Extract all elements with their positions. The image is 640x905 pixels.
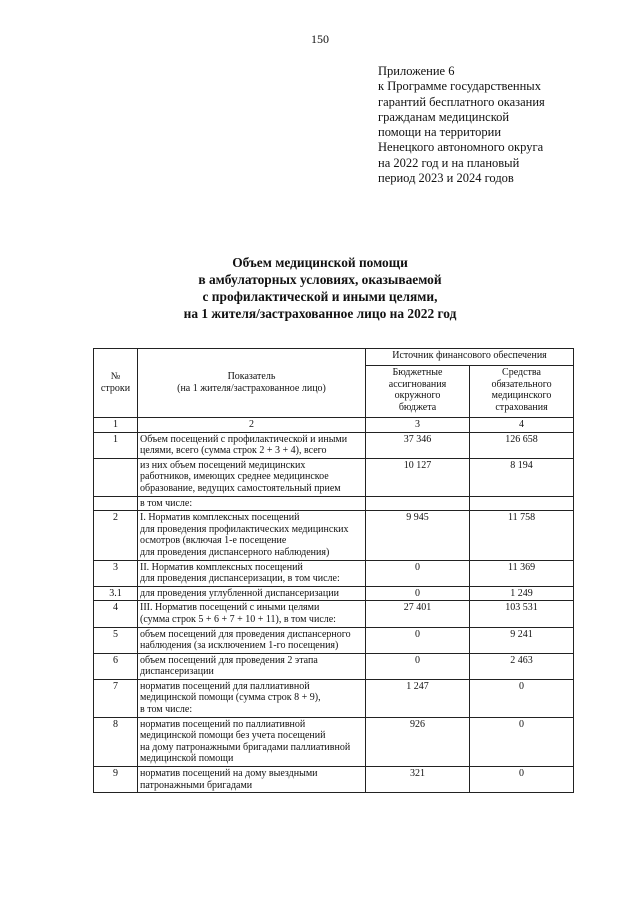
budget-value-cell [366, 496, 470, 511]
row-number-cell [94, 458, 138, 496]
indicator-cell: в том числе: [138, 496, 366, 511]
oms-value-cell: 9 241 [470, 627, 574, 653]
indicator-cell: I. Норматив комплексных посещений для проведения профилактических медицинских осмотров (включая 1-е посещение для проведения диспансерного наблюдения) [138, 511, 366, 560]
table-row [94, 511, 574, 560]
volume-table [93, 348, 574, 793]
title-line: Объем медицинской помощи [232, 255, 408, 270]
column-number: 4 [470, 418, 574, 433]
budget-value-cell: 926 [366, 717, 470, 766]
row-number-cell: 8 [94, 717, 138, 766]
table-row [94, 432, 574, 458]
row-number-cell: 7 [94, 679, 138, 717]
oms-value-cell: 0 [470, 679, 574, 717]
header-funding-source: Источник финансового обеспечения [366, 349, 574, 366]
budget-value-cell: 0 [366, 560, 470, 586]
title-line: на 1 жителя/застрахованное лицо на 2022 год [183, 306, 457, 321]
row-number-cell: 3.1 [94, 586, 138, 601]
budget-value-cell: 321 [366, 767, 470, 793]
indicator-cell: Объем посещений с профилактической и иными целями, всего (сумма строк 2 + 3 + 4), всего [138, 432, 366, 458]
budget-value-cell: 1 247 [366, 679, 470, 717]
oms-value-cell: 1 249 [470, 586, 574, 601]
indicator-cell: III. Норматив посещений с иными целями (сумма строк 5 + 6 + 7 + 10 + 11), в том числе: [138, 601, 366, 627]
appendix-line: к Программе государственных [378, 79, 541, 94]
indicator-cell: норматив посещений по паллиативной медицинской помощи без учета посещений на дому патронажными бригадами паллиативной медицинской помощи [138, 717, 366, 766]
row-number-cell: 3 [94, 560, 138, 586]
budget-value-cell: 27 401 [366, 601, 470, 627]
oms-value-cell: 0 [470, 767, 574, 793]
row-number-cell: 6 [94, 653, 138, 679]
budget-value-cell: 0 [366, 586, 470, 601]
row-number-cell: 1 [94, 432, 138, 458]
table-row [94, 767, 574, 793]
indicator-cell: объем посещений для проведения диспансерного наблюдения (за исключением 1-го посещения) [138, 627, 366, 653]
header-oms: Средства обязательного медицинского страхования [470, 366, 574, 418]
table-row [94, 560, 574, 586]
appendix-line: помощи на территории [378, 125, 502, 140]
document-title [0, 254, 640, 322]
table-row [94, 496, 574, 511]
appendix-note [378, 64, 618, 186]
column-number: 2 [138, 418, 366, 433]
row-number-cell: 9 [94, 767, 138, 793]
appendix-line: Приложение 6 [378, 64, 455, 78]
row-number-cell: 4 [94, 601, 138, 627]
appendix-line: гарантий бесплатного оказания [378, 94, 545, 109]
table-row [94, 653, 574, 679]
column-number: 1 [94, 418, 138, 433]
indicator-cell: для проведения углубленной диспансеризации [138, 586, 366, 601]
table-row [94, 679, 574, 717]
oms-value-cell: 11 758 [470, 511, 574, 560]
indicator-cell: норматив посещений на дому выездными патронажными бригадами [138, 767, 366, 793]
oms-value-cell: 8 194 [470, 458, 574, 496]
header-indicator: Показатель (на 1 жителя/застрахованное лицо) [138, 349, 366, 418]
row-number-cell: 5 [94, 627, 138, 653]
oms-value-cell: 103 531 [470, 601, 574, 627]
appendix-line: на 2022 год и на плановый [378, 155, 520, 170]
budget-value-cell: 0 [366, 653, 470, 679]
appendix-line: гражданам медицинской [378, 109, 510, 124]
table-row [94, 458, 574, 496]
appendix-line: период 2023 и 2024 годов [378, 171, 514, 186]
indicator-cell: II. Норматив комплексных посещений для проведения диспансеризации, в том числе: [138, 560, 366, 586]
budget-value-cell: 10 127 [366, 458, 470, 496]
budget-value-cell: 0 [366, 627, 470, 653]
indicator-cell: норматив посещений для паллиативной медицинской помощи (сумма строк 8 + 9), в том числе: [138, 679, 366, 717]
header-row-number: № строки [94, 349, 138, 418]
budget-value-cell: 37 346 [366, 432, 470, 458]
page-number: 150 [311, 32, 329, 46]
budget-value-cell: 9 945 [366, 511, 470, 560]
oms-value-cell [470, 496, 574, 511]
indicator-cell: из них объем посещений медицинских работников, имеющих среднее медицинское образование, ведущих самостоятельный прием [138, 458, 366, 496]
table-row [94, 627, 574, 653]
header-budget: Бюджетные ассигнования окружного бюджета [366, 366, 470, 418]
title-line: в амбулаторных условиях, оказываемой [198, 272, 442, 287]
title-line: с профилактической и иными целями, [202, 289, 438, 304]
row-number-cell: 2 [94, 511, 138, 560]
row-number-cell [94, 496, 138, 511]
oms-value-cell: 2 463 [470, 653, 574, 679]
oms-value-cell: 11 369 [470, 560, 574, 586]
oms-value-cell: 0 [470, 717, 574, 766]
appendix-line: Ненецкого автономного округа [378, 140, 544, 155]
indicator-cell: объем посещений для проведения 2 этапа диспансеризации [138, 653, 366, 679]
table-row [94, 601, 574, 627]
column-number: 3 [366, 418, 470, 433]
oms-value-cell: 126 658 [470, 432, 574, 458]
table-row [94, 586, 574, 601]
table-row [94, 717, 574, 766]
